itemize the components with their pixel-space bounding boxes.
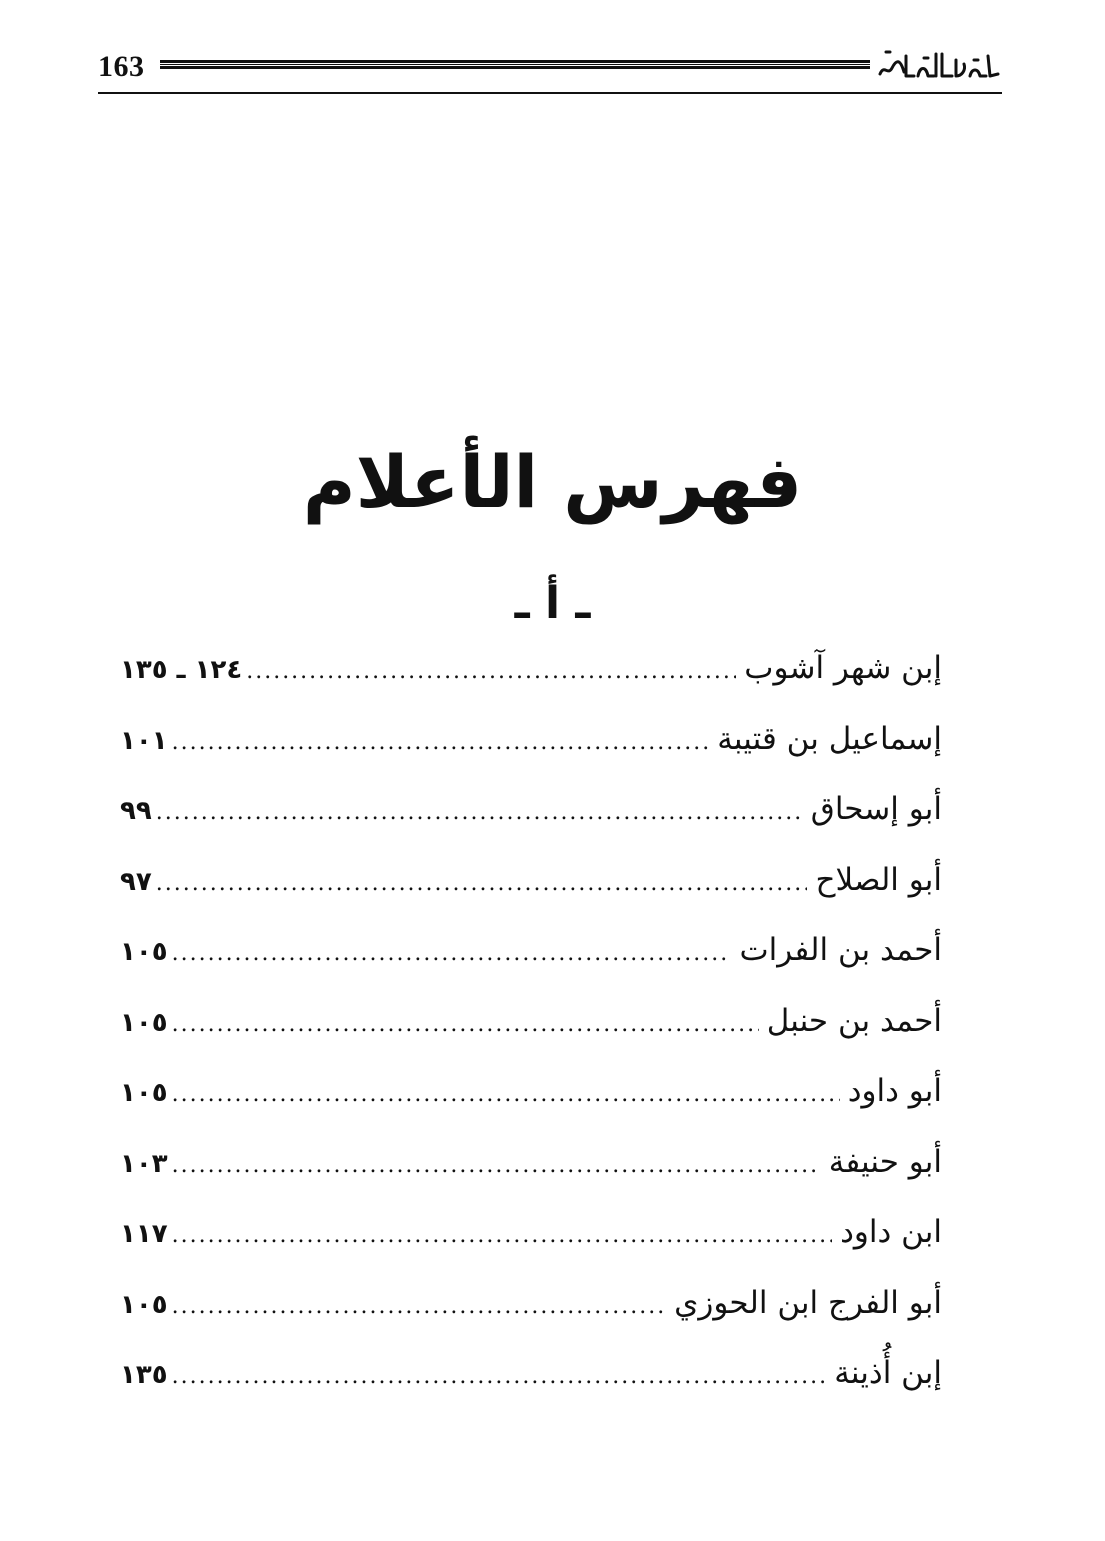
index-entry — [120, 791, 942, 862]
entry-page-numbers: ١٠٥ — [120, 937, 168, 967]
entry-name: أبو الصلاح — [815, 861, 942, 898]
entry-name: أبو حنيفة — [828, 1143, 942, 1180]
page-header — [98, 40, 1002, 96]
dot-leader — [172, 1223, 833, 1248]
dot-leader — [246, 659, 736, 684]
letter-section-heading: ـ أ ـ — [514, 578, 591, 629]
dot-leader — [172, 1294, 667, 1319]
page-number: 163 — [98, 50, 145, 83]
entry-name: إبن أُذينة — [834, 1355, 942, 1391]
entry-page-numbers: ١٠١ — [120, 725, 168, 756]
dot-leader — [156, 800, 803, 825]
dot-leader — [172, 1153, 821, 1178]
index-entry — [120, 1073, 942, 1144]
index-entry — [120, 1285, 942, 1356]
dot-leader — [172, 730, 710, 755]
entry-page-numbers: ١٠٥ — [120, 1289, 168, 1320]
entry-page-numbers: ١٠٥ — [120, 1007, 168, 1038]
entry-name: ابن داود — [840, 1214, 942, 1250]
dot-leader — [172, 1012, 759, 1037]
index-entry — [120, 1144, 942, 1215]
index-entry — [120, 862, 942, 933]
dot-leader — [172, 941, 732, 966]
index-entry — [120, 1355, 942, 1426]
entry-page-numbers: ١٠٣ — [120, 1148, 168, 1179]
dot-leader — [156, 871, 808, 896]
entry-name: أبو داود — [847, 1073, 942, 1109]
header-bottom-rule — [98, 92, 1002, 94]
entry-page-numbers: ٩٩ — [120, 796, 152, 826]
entry-page-numbers: ١٣٥ — [120, 1360, 168, 1390]
entry-name: أبو الفرج ابن الحوزي — [674, 1284, 942, 1321]
index-entry — [120, 1003, 942, 1074]
index-entry — [120, 1214, 942, 1285]
book-title-calligraphy-logo — [874, 46, 1002, 86]
dot-leader — [172, 1364, 827, 1389]
entry-name: إبن شهر آشوب — [744, 650, 942, 686]
index-entry — [120, 650, 942, 721]
entry-name: أبو إسحاق — [810, 791, 942, 827]
entry-name: أحمد بن حنبل — [766, 1002, 942, 1039]
index-entry — [120, 932, 942, 1003]
dot-leader — [172, 1082, 840, 1107]
header-double-rule — [160, 60, 870, 69]
entry-page-numbers: ١٢٤ ـ ١٣٥ — [120, 655, 243, 685]
entry-page-numbers: ٩٧ — [120, 866, 152, 897]
entry-name: إسماعيل بن قتيبة — [717, 720, 942, 757]
entry-page-numbers: ١١٧ — [120, 1219, 168, 1249]
index-title: فهرس الأعلام — [302, 440, 803, 524]
entry-name: أحمد بن الفرات — [739, 932, 942, 968]
index-entry — [120, 721, 942, 792]
index-entries-list — [120, 650, 942, 1426]
entry-page-numbers: ١٠٥ — [120, 1078, 168, 1108]
